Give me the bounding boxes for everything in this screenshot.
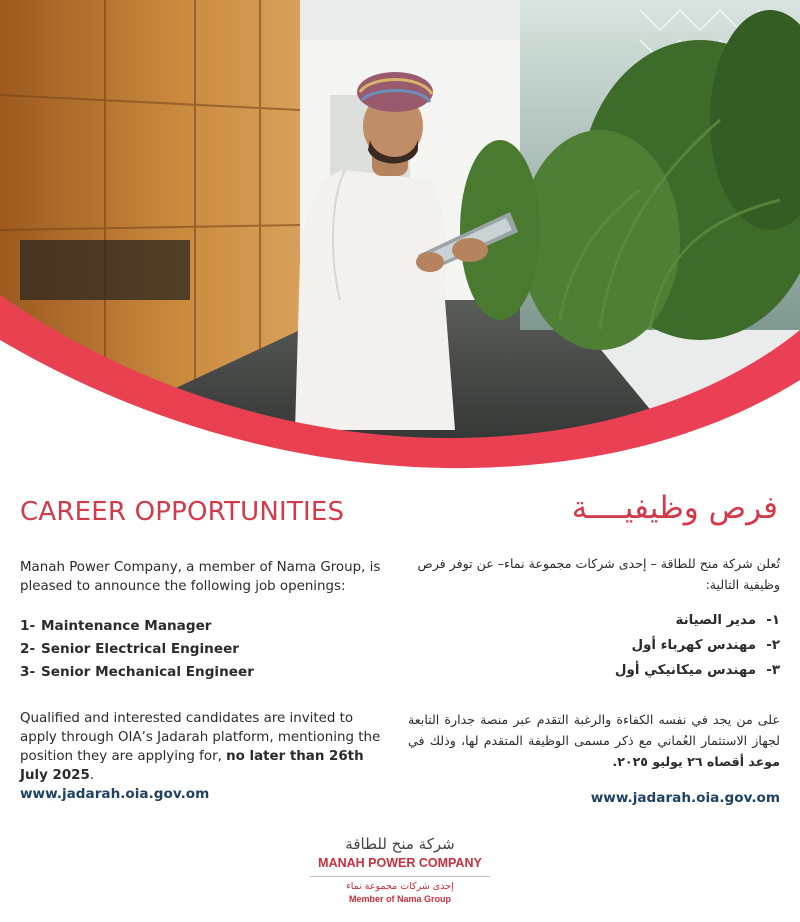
jadarah-link-arabic[interactable]: www.jadarah.oia.gov.om [590,790,780,806]
job-item [20,640,390,663]
job-title: Senior Mechanical Engineer [41,664,254,680]
job-item [20,617,390,640]
job-title: مهندس ميكانيكي أول [614,663,756,678]
job-number: ٢- [766,638,780,653]
job-number: 2- [20,641,36,657]
logo-arabic-member: إحدى شركات مجموعة نماء [346,881,454,892]
logo-english-member: Member of Nama Group [348,894,451,904]
deadline: no later than 26th July 2025 [20,749,364,783]
title-english: CAREER OPPORTUNITIES [20,497,345,527]
apply-body: Qualified and interested candidates are invited to apply through OIA’s Jadarah platform, mentioning the position they are applying for, [20,711,381,764]
apply-text-arabic [408,709,780,772]
job-item [20,663,390,686]
job-item [408,635,780,660]
job-number: 1- [20,618,36,634]
job-list-arabic [408,610,780,685]
job-item [408,660,780,685]
apply-body: على من يجد في نفسه الكفاءة والرغبة التقدم عبر منصة جدارة التابعة لجهاز الاستثمار العُماني مع ذكر مسمى الوظيفة المتقدم لها، وذلك في [408,712,780,748]
logo-arabic-name: شركة منح للطاقة [345,835,455,853]
jadarah-link-english[interactable]: www.jadarah.oia.gov.om [20,786,210,802]
apply-text-english [20,709,390,785]
job-title: Maintenance Manager [41,618,212,634]
job-number: 3- [20,664,36,680]
job-title: مهندس كهرباء أول [631,638,756,653]
title-arabic: فرص وظيفيــــة [571,490,778,526]
logo-divider [310,876,490,877]
company-logo [300,835,500,905]
job-number: ٣- [766,663,780,678]
intro-english: Manah Power Company, a member of Nama Group, is pleased to announce the following job openings: [20,560,381,594]
job-title: Senior Electrical Engineer [41,641,240,657]
job-number: ١- [766,613,780,628]
deadline: موعد أقصاه ٢٦ يوليو ٢٠٢٥. [612,754,780,769]
job-item [408,610,780,635]
logo-english-name: MANAH POWER COMPANY [318,856,482,870]
intro-arabic: تُعلن شركة منح للطاقة – إحدى شركات مجموعة نماء– عن توفر فرص وظيفية التالية: [417,556,780,592]
job-title: مدير الصيانة [675,613,756,628]
job-list-english [20,617,390,686]
apply-end: . [89,768,95,783]
